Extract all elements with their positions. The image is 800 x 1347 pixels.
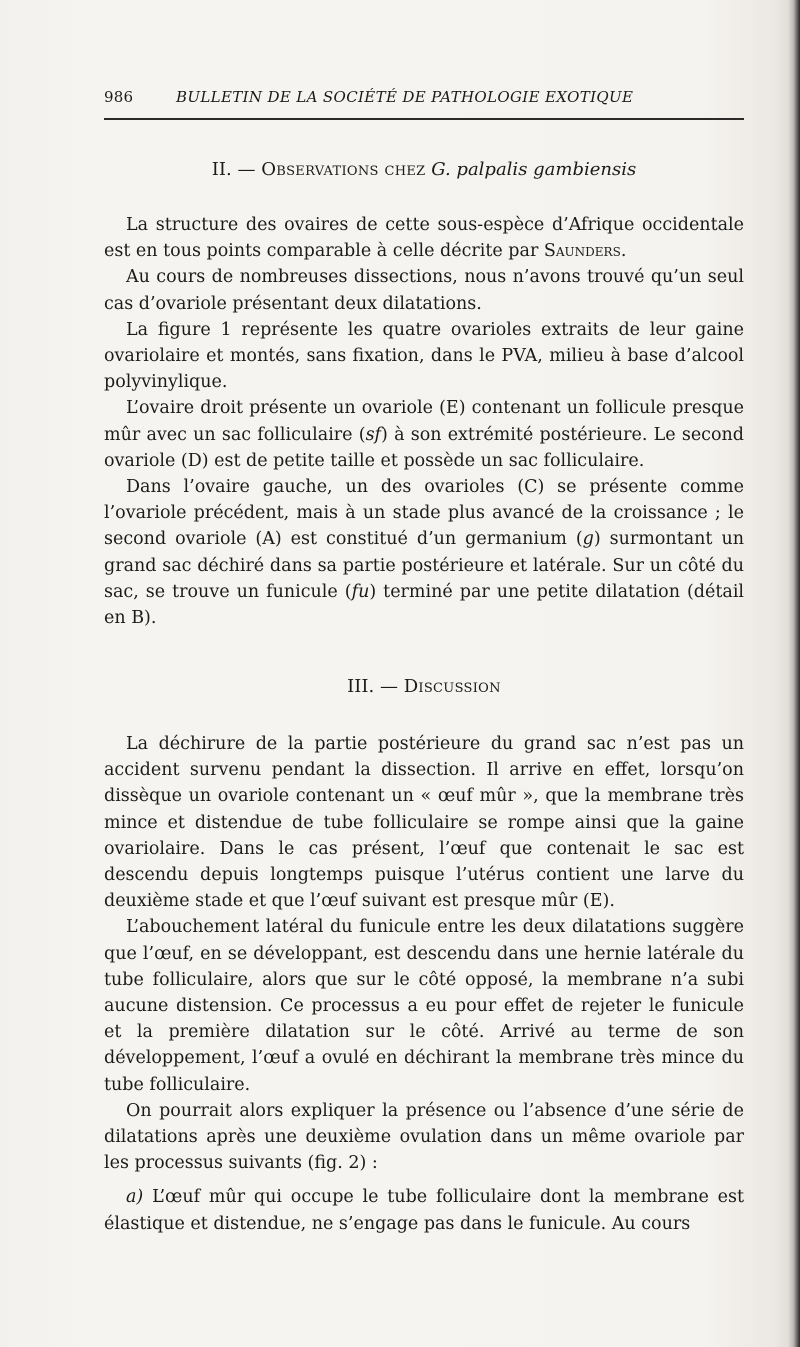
- paragraph: [104, 212, 744, 264]
- discussion-body: [104, 731, 744, 1237]
- paragraph-text: La structure des ovaires de cette sous-espèce d’Afrique occidentale est en tous points comparable à celle décrite par: [104, 215, 744, 262]
- section-heading-observations: [104, 159, 744, 180]
- paragraph-text: L’œuf mûr qui occupe le tube folliculaire dont la membrane est élastique et distendue, ne s’engage pas dans le funicule. Au cours: [104, 1187, 744, 1234]
- abbreviation: g: [582, 529, 594, 550]
- paragraph: La figure 1 représente les quatre ovarioles extraits de leur gaine ovariolaire et montés, sans fixation, dans le PVA, milieu à base d’alcool polyvinylique.: [104, 319, 744, 393]
- observations-body: [104, 212, 744, 631]
- journal-title: BULLETIN DE LA SOCIÉTÉ DE PATHOLOGIE EXOTIQUE: [176, 88, 634, 106]
- section-heading-discussion: [104, 676, 744, 697]
- section-title: Discussion: [403, 676, 501, 697]
- paragraph-text: L’ovaire droit présente un ovariole (E) contenant un follicule presque mûr avec un sac folliculaire (: [104, 398, 744, 445]
- abbreviation: sf: [365, 424, 382, 445]
- paragraph: On pourrait alors expliquer la présence ou l’absence d’une série de dilatations après une deuxième ovulation dans un même ovariole par les processus suivants (fig. 2) :: [104, 1100, 744, 1174]
- paragraph: [104, 474, 744, 631]
- section-dash: —: [379, 676, 398, 697]
- paragraph: [104, 395, 744, 474]
- section-title-word: Observations: [261, 159, 379, 180]
- abbreviation: fu: [351, 581, 370, 602]
- running-head: [104, 88, 744, 112]
- section-number: III.: [347, 676, 375, 697]
- page-edge-shadow: [788, 0, 800, 1347]
- list-label: a): [126, 1187, 144, 1208]
- species-name: G. palpalis gambiensis: [431, 159, 637, 180]
- page-number: 986: [104, 88, 134, 106]
- section-dash: —: [237, 159, 256, 180]
- paragraph-text: ) à son extrémité postérieure. Le second ovariole (D) est de petite taille et possède un sac folliculaire.: [104, 424, 744, 471]
- paragraph-text: Dans l’ovaire gauche, un des ovarioles (C) se présente comme l’ovariole précédent, mais à un stade plus avancé de la croissance ; le second ovariole (A) est constitué d’un germanium (: [104, 477, 744, 550]
- paragraph: [104, 1184, 744, 1236]
- section-number: II.: [211, 159, 232, 180]
- paragraph: La déchirure de la partie postérieure du grand sac n’est pas un accident survenu pendant la dissection. Il arrive en effet, lorsqu’on dissèque un ovariole contenant un « œuf mûr », que la membrane très mince et distendue de tube folliculaire se rompe ainsi que la gaine ovariolaire. Dans le cas présent, l’œuf que contenait le sac est descendu depuis longtemps puisque l’utérus contient une larve du deuxième stade et que l’œuf suivant est presque mûr (E).: [104, 734, 744, 912]
- author-name: Saunders: [543, 241, 621, 262]
- paragraph: Au cours de nombreuses dissections, nous n’avons trouvé qu’un seul cas d’ovariole présentant deux dilatations.: [104, 267, 744, 314]
- section-title-word: chez: [384, 159, 426, 180]
- paragraph-text: .: [620, 241, 627, 262]
- header-rule: [104, 118, 744, 120]
- paragraph-text: ) surmontant un grand sac déchiré dans sa partie postérieure et latérale. Sur un côté du sac, se trouve un funicule (: [104, 529, 744, 602]
- paragraph: L’abouchement latéral du funicule entre les deux dilatations suggère que l’œuf, en se développant, est descendu dans une hernie latérale du tube folliculaire, alors que sur le côté opposé, la membrane n’a subi aucune distension. Ce processus a eu pour effet de rejeter le funicule et la première dilatation sur le côté. Arrivé au terme de son développement, l’œuf a ovulé en déchirant la membrane très mince du tube folliculaire.: [104, 917, 744, 1095]
- paragraph-text: ) terminé par une petite dilatation (détail en B).: [104, 581, 745, 629]
